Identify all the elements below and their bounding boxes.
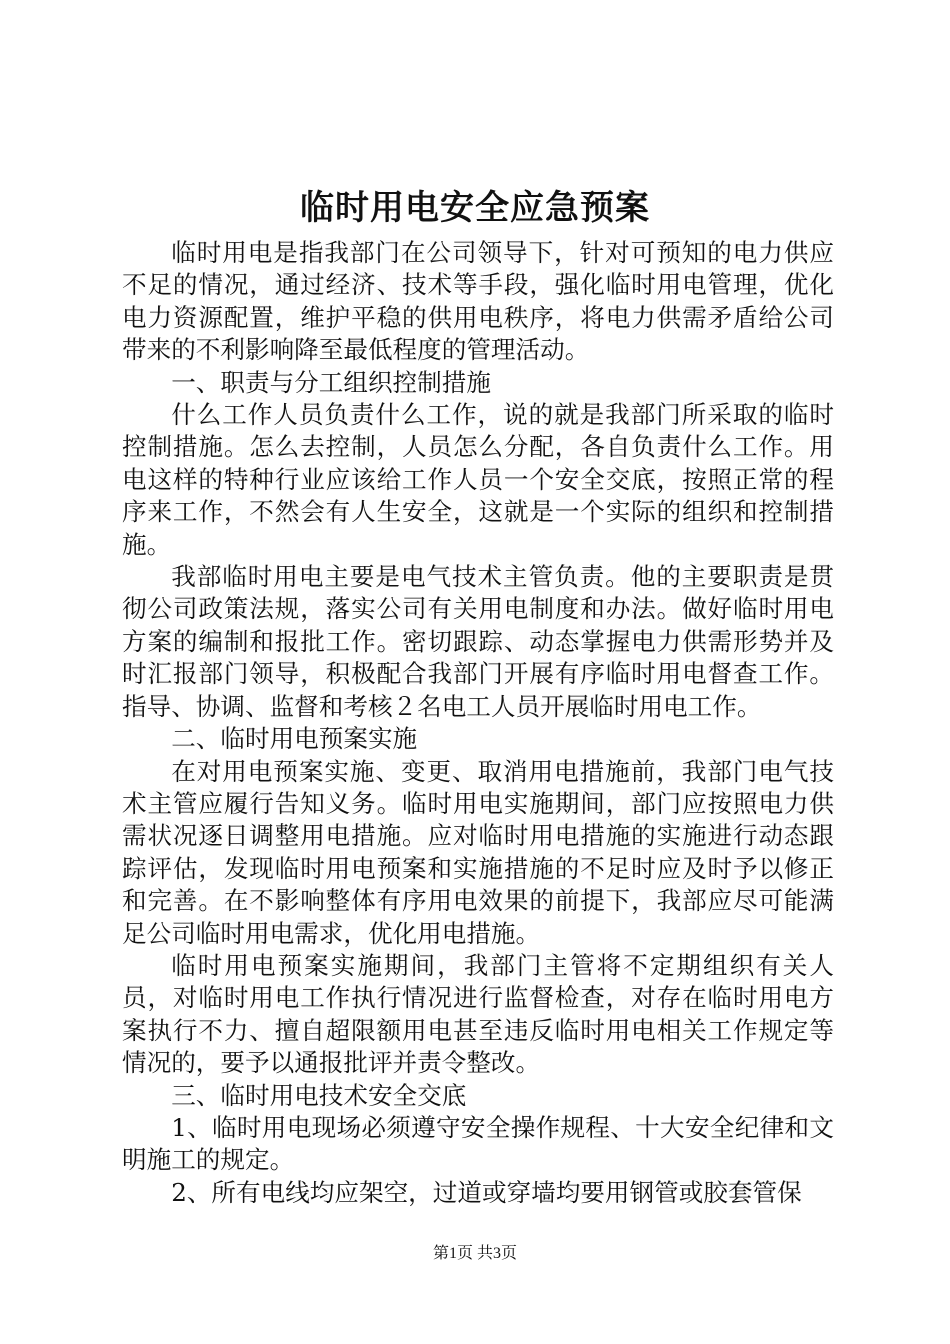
paragraph-intro: 临时用电是指我部门在公司领导下，针对可预知的电力供应不足的情况，通过经济、技术等手段，强化临时用电管理，优化电力资源配置，维护平稳的供用电秩序，将电力供需矛盾给公司带来的不利影响降至最低程度的管理活动。 — [122, 238, 834, 365]
list-item: 1、临时用电现场必须遵守安全操作规程、十大安全纪律和文明施工的规定。 — [122, 1112, 834, 1175]
section-heading-1: 一、职责与分工组织控制措施 — [171, 367, 491, 397]
page-number-footer: 第1页 共3页 — [432, 1245, 517, 1262]
section-heading-2: 二、临时用电预案实施 — [171, 724, 418, 754]
section-heading-3: 三、临时用电技术安全交底 — [171, 1080, 467, 1110]
paragraph: 我部临时用电主要是电气技术主管负责。他的主要职责是贯彻公司政策法规，落实公司有关用电制度和办法。做好临时用电方案的编制和报批工作。密切跟踪、动态掌握电力供需形势并及时汇报部门领导，积极配合我部门开展有序临时用电督查工作。指导、协调、监督和考核２名电工人员开展临时用电工作。 — [122, 562, 834, 721]
paragraph: 在对用电预案实施、变更、取消用电措施前，我部门电气技术主管应履行告知义务。临时用电实施期间，部门应按照电力供需状况逐日调整用电措施。应对临时用电措施的实施进行动态跟踪评估，发现临时用电预案和实施措施的不足时应及时予以修正和完善。在不影响整体有序用电效果的前提下，我部应尽可能满足公司临时用电需求，优化用电措施。 — [122, 756, 834, 948]
list-item: 2、所有电线均应架空，过道或穿墙均要用钢管或胶套管保 — [171, 1177, 802, 1207]
paragraph: 临时用电预案实施期间，我部门主管将不定期组织有关人员，对临时用电工作执行情况进行监督检查，对存在临时用电方案执行不力、擅自超限额用电甚至违反临时用电相关工作规定等情况的，要予以通报批评并责令整改。 — [122, 950, 834, 1078]
paragraph: 什么工作人员负责什么工作，说的就是我部门所采取的临时控制措施。怎么去控制，人员怎么分配，各自负责什么工作。用电这样的特种行业应该给工作人员一个安全交底，按照正常的程序来工作，不然会有人生安全，这就是一个实际的组织和控制措施。 — [122, 400, 834, 559]
document-body — [122, 237, 834, 1209]
document-title: 临时用电安全应急预案 — [300, 188, 650, 228]
